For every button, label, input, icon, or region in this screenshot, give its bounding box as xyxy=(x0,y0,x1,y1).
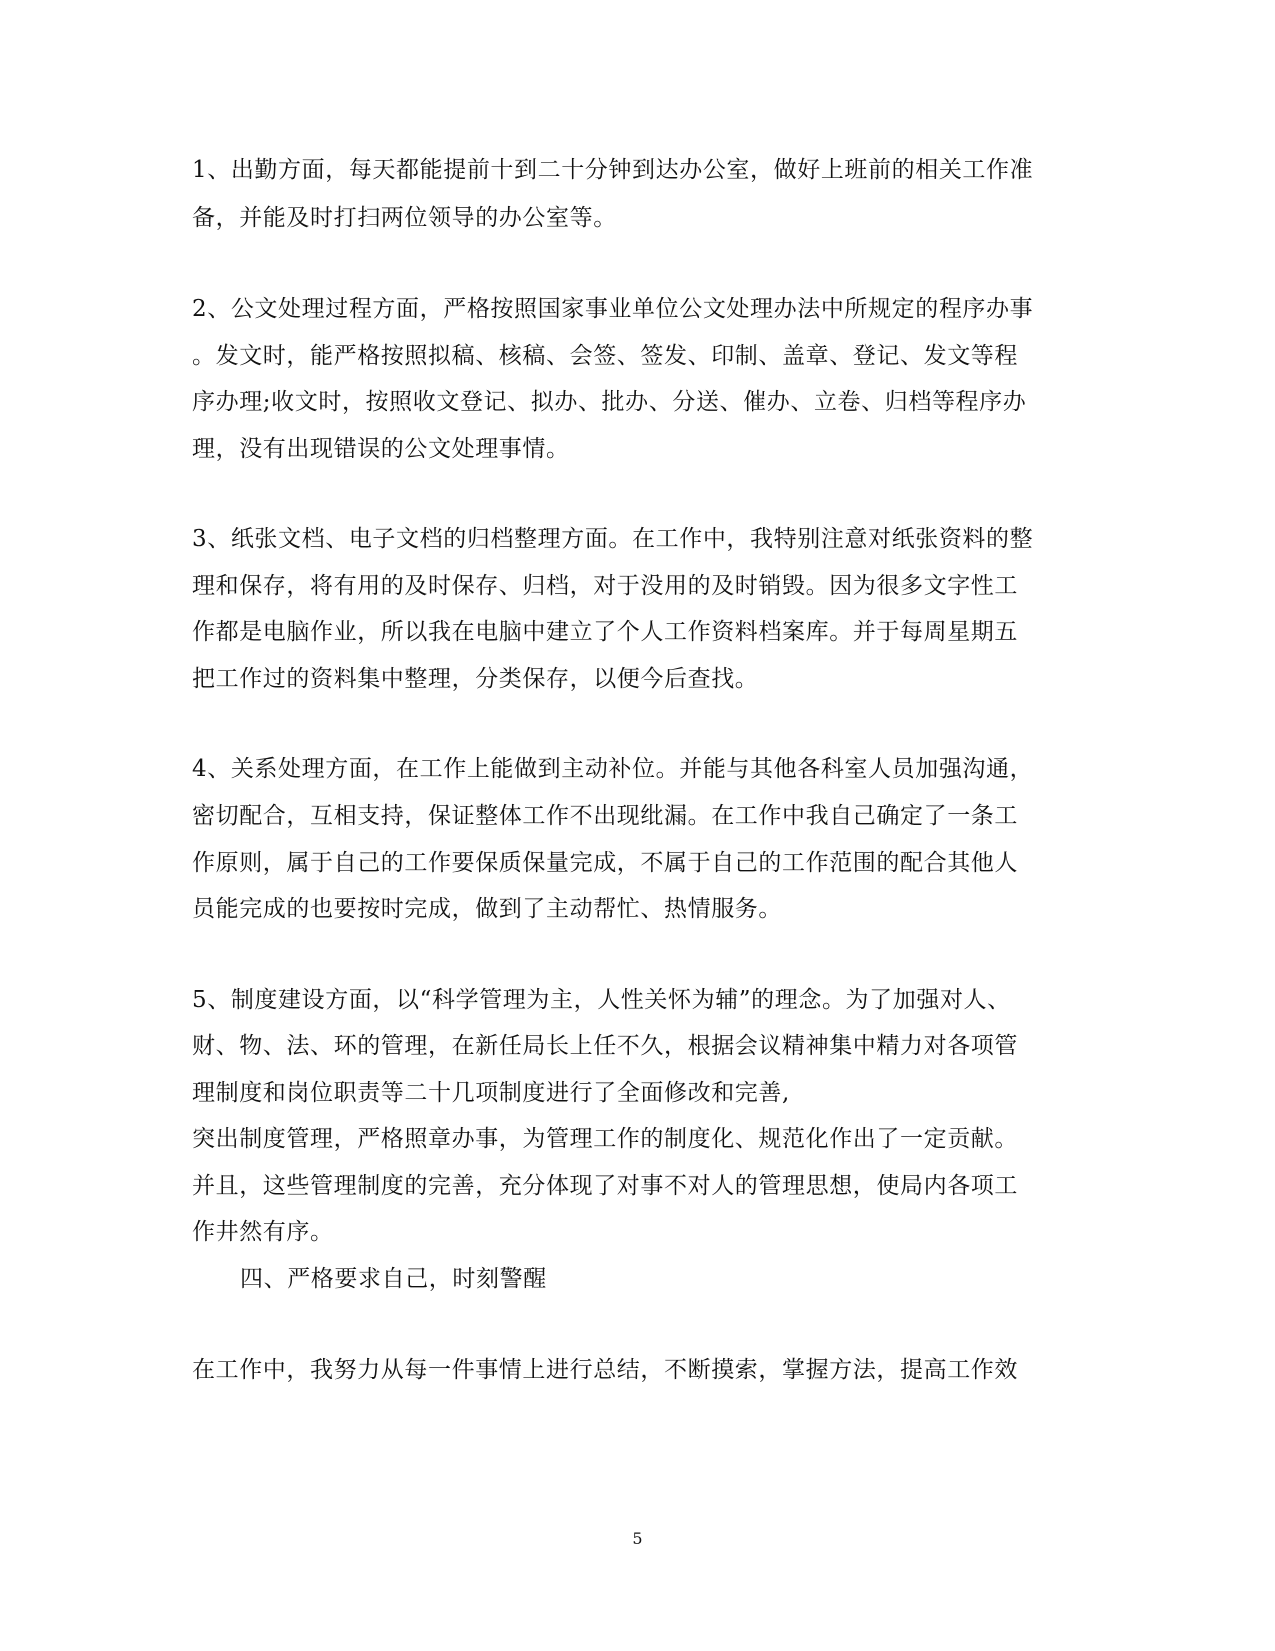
paragraph-2-line-2: 。发文时，能严格按照拟稿、核稿、会签、签发、印制、盖章、登记、发文等程 xyxy=(192,343,1018,369)
paragraph-4-line-1: 4、关系处理方面，在工作上能做到主动补位。并能与其他各科室人员加强沟通， xyxy=(192,756,1034,782)
paragraph-2-line-3: 序办理;收文时，按照收文登记、拟办、批办、分送、催办、立卷、归档等程序办 xyxy=(192,389,1027,415)
paragraph-1-line-1: 1、出勤方面，每天都能提前十到二十分钟到达办公室，做好上班前的相关工作准 xyxy=(192,157,1034,183)
paragraph-4-line-3: 作原则，属于自己的工作要保质保量完成，不属于自己的工作范围的配合其他人 xyxy=(192,850,1018,876)
paragraph-1-line-2: 备，并能及时打扫两位领导的办公室等。 xyxy=(192,205,617,231)
paragraph-3-line-4: 把工作过的资料集中整理，分类保存，以便今后查找。 xyxy=(192,666,759,692)
paragraph-3-line-3: 作都是电脑作业，所以我在电脑中建立了个人工作资料档案库。并于每周星期五 xyxy=(192,619,1018,645)
section-heading: 四、严格要求自己，时刻警醒 xyxy=(240,1266,547,1292)
paragraph-5-line-6: 作井然有序。 xyxy=(192,1219,334,1245)
page-number: 5 xyxy=(632,1529,643,1548)
paragraph-5-line-2: 财、物、法、环的管理，在新任局长上任不久，根据会议精神集中精力对各项管 xyxy=(192,1033,1018,1059)
paragraph-5-line-4: 突出制度管理，严格照章办事，为管理工作的制度化、规范化作出了一定贡献。 xyxy=(192,1126,1018,1152)
paragraph-5-line-5: 并且，这些管理制度的完善，充分体现了对事不对人的管理思想，使局内各项工 xyxy=(192,1173,1018,1199)
paragraph-2-line-1: 2、公文处理过程方面，严格按照国家事业单位公文处理办法中所规定的程序办事 xyxy=(192,296,1034,322)
paragraph-2-line-4: 理，没有出现错误的公文处理事情。 xyxy=(192,436,570,462)
paragraph-4-line-2: 密切配合，互相支持，保证整体工作不出现纰漏。在工作中我自己确定了一条工 xyxy=(192,803,1018,829)
closing-line: 在工作中，我努力从每一件事情上进行总结，不断摸索，掌握方法，提高工作效 xyxy=(192,1357,1018,1383)
paragraph-3-line-1: 3、纸张文档、电子文档的归档整理方面。在工作中，我特别注意对纸张资料的整 xyxy=(192,526,1034,552)
paragraph-5-line-3: 理制度和岗位职责等二十几项制度进行了全面修改和完善, xyxy=(192,1080,790,1106)
paragraph-3-line-2: 理和保存，将有用的及时保存、归档，对于没用的及时销毁。因为很多文字性工 xyxy=(192,573,1018,599)
paragraph-5-line-1: 5、制度建设方面，以“科学管理为主，人性关怀为辅”的理念。为了加强对人、 xyxy=(192,987,1011,1013)
paragraph-4-line-4: 员能完成的也要按时完成，做到了主动帮忙、热情服务。 xyxy=(192,896,782,922)
